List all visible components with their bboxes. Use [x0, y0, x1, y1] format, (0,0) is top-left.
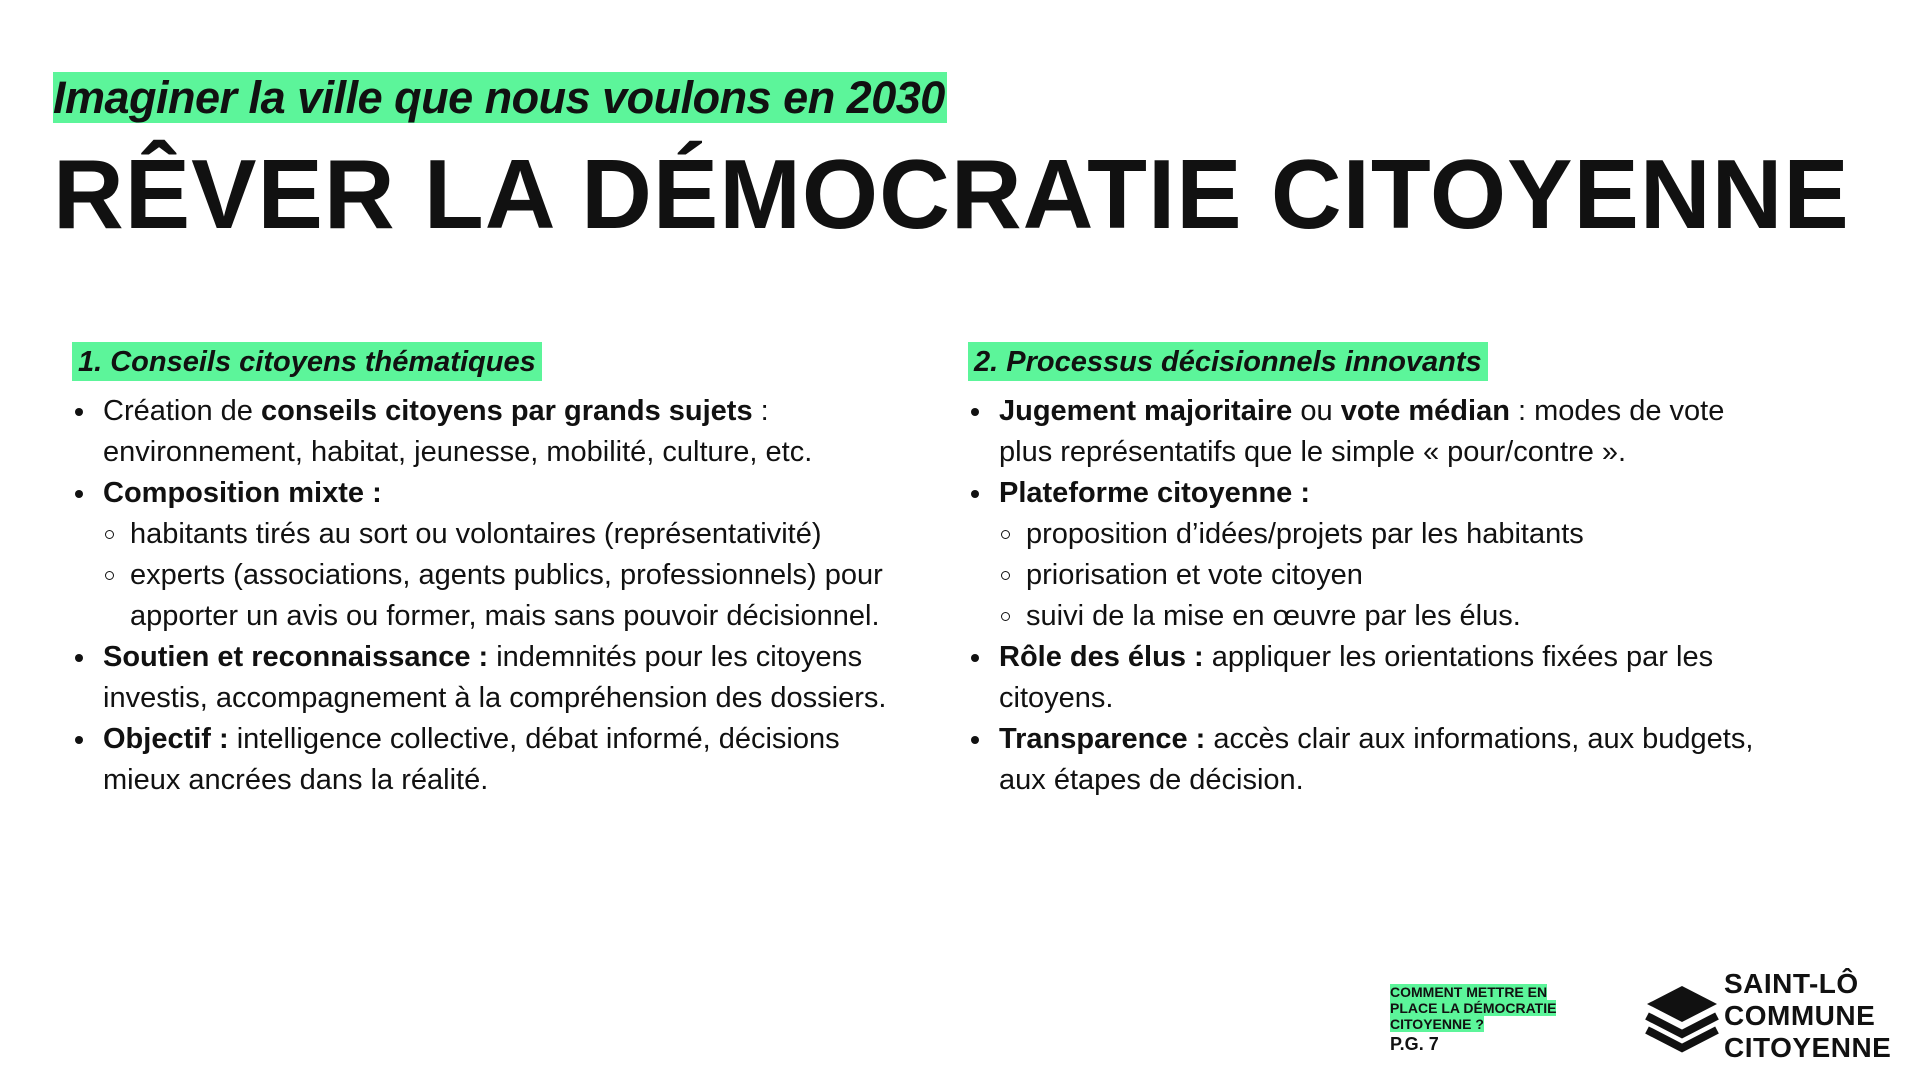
page-title: RÊVER LA DÉMOCRATIE CITOYENNE: [53, 139, 1850, 249]
sub-list-item: habitants tirés au sort ou volontaires (représentativité): [103, 514, 902, 555]
sub-list-item: priorisation et vote citoyen: [999, 555, 1768, 596]
logo-text: SAINT-LÔ COMMUNE CITOYENNE: [1724, 968, 1892, 1063]
stacked-layers-icon: [1645, 984, 1719, 1054]
page-number: P.G. 7: [1390, 1034, 1439, 1054]
sub-list-item: suivi de la mise en œuvre par les élus.: [999, 596, 1768, 637]
sub-list: [999, 514, 1768, 637]
sub-list-item: proposition d’idées/projets par les habitants: [999, 514, 1768, 555]
list-item: Création de conseils citoyens par grands sujets : environnement, habitat, jeunesse, mobilité, culture, etc.: [72, 391, 902, 473]
list-item: Soutien et reconnaissance : indemnités pour les citoyens investis, accompagnement à la compréhension des dossiers.: [72, 637, 902, 719]
logo: [1645, 968, 1905, 1068]
footer-note: COMMENT METTRE EN PLACE LA DÉMOCRATIE CITOYENNE ? P.G. 7: [1390, 984, 1590, 1054]
list-item: Transparence : accès clair aux informations, aux budgets, aux étapes de décision.: [968, 719, 1768, 801]
list-item: Jugement majoritaire ou vote médian : modes de vote plus représentatifs que le simple « pour/contre ».: [968, 391, 1768, 473]
sub-list: [103, 514, 902, 637]
bullet-list: [72, 391, 902, 801]
list-item: Composition mixte : habitants tirés au sort ou volontaires (représentativité) experts (associations, agents publics, professionnels) pour apporter un avis ou former, mais sans pouvoir décisionnel.: [72, 473, 902, 637]
section-heading: 1. Conseils citoyens thématiques: [72, 342, 542, 381]
list-item: Rôle des élus : appliquer les orientations fixées par les citoyens.: [968, 637, 1768, 719]
page-subtitle: Imaginer la ville que nous voulons en 2030: [53, 72, 945, 123]
section-conseils-citoyens: [72, 342, 902, 801]
list-item: Objectif : intelligence collective, débat informé, décisions mieux ancrées dans la réalité.: [72, 719, 902, 801]
section-processus-decisionnels: [968, 342, 1768, 801]
section-heading: 2. Processus décisionnels innovants: [968, 342, 1488, 381]
sub-list-item: experts (associations, agents publics, professionnels) pour apporter un avis ou former, mais sans pouvoir décisionnel.: [103, 555, 902, 637]
bullet-list: [968, 391, 1768, 801]
list-item: Plateforme citoyenne : proposition d’idées/projets par les habitants priorisation et vote citoyen suivi de la mise en œuvre par les élus.: [968, 473, 1768, 637]
